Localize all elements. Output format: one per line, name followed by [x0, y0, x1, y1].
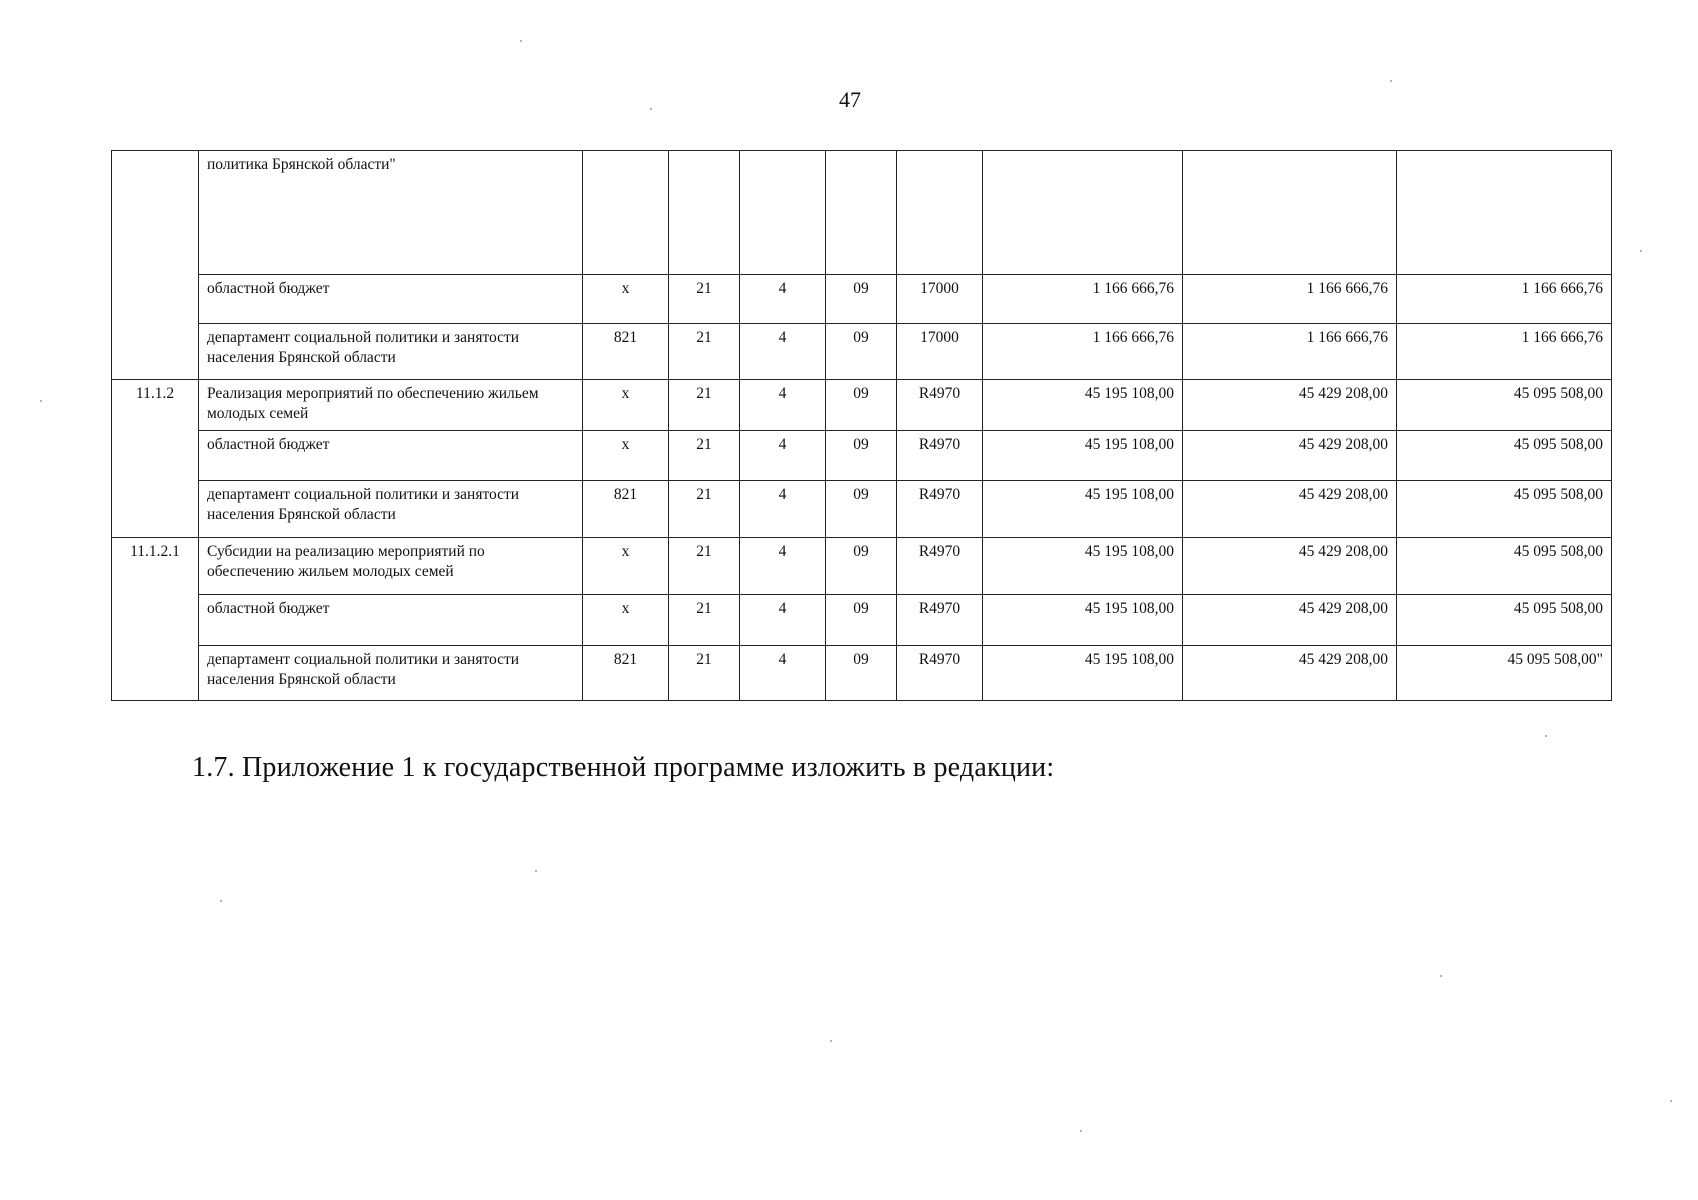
table-row	[112, 431, 1612, 481]
scan-speck	[650, 108, 652, 110]
cell-code-5: R4970	[897, 380, 983, 431]
scan-speck	[40, 400, 42, 402]
cell-code-3: 4	[740, 324, 826, 380]
cell-value-3: 1 166 666,76	[1397, 275, 1612, 324]
table-row	[112, 275, 1612, 324]
cell-value-3: 45 095 508,00	[1397, 595, 1612, 646]
row-name: областной бюджет	[199, 275, 583, 324]
cell-value-3: 45 095 508,00	[1397, 431, 1612, 481]
table-row	[112, 324, 1612, 380]
cell-code-3: 4	[740, 431, 826, 481]
table-row	[112, 595, 1612, 646]
row-name: областной бюджет	[199, 431, 583, 481]
row-number	[112, 151, 199, 380]
cell-code-1	[583, 151, 669, 275]
cell-code-2: 21	[669, 380, 740, 431]
scan-speck	[1390, 80, 1392, 82]
cell-code-2: 21	[669, 595, 740, 646]
cell-value-2: 45 429 208,00	[1183, 431, 1397, 481]
cell-code-5	[897, 151, 983, 275]
scan-speck	[1670, 1100, 1672, 1102]
scan-speck	[520, 40, 522, 42]
cell-value-3: 45 095 508,00	[1397, 538, 1612, 595]
cell-value-1: 45 195 108,00	[983, 380, 1183, 431]
cell-code-4: 09	[826, 538, 897, 595]
scan-speck	[220, 900, 222, 902]
row-name: департамент социальной политики и занятости населения Брянской области	[199, 646, 583, 701]
cell-value-1	[983, 151, 1183, 275]
page-number: 47	[839, 87, 861, 112]
cell-code-5: R4970	[897, 595, 983, 646]
cell-code-5: 17000	[897, 275, 983, 324]
cell-value-3: 1 166 666,76	[1397, 324, 1612, 380]
cell-code-2	[669, 151, 740, 275]
cell-code-4: 09	[826, 481, 897, 538]
cell-value-2	[1183, 151, 1397, 275]
table-row	[112, 380, 1612, 431]
cell-value-2: 1 166 666,76	[1183, 275, 1397, 324]
cell-code-2: 21	[669, 538, 740, 595]
cell-value-3: 45 095 508,00"	[1397, 646, 1612, 701]
cell-code-3: 4	[740, 275, 826, 324]
cell-code-1: х	[583, 275, 669, 324]
cell-value-2: 45 429 208,00	[1183, 380, 1397, 431]
cell-code-2: 21	[669, 481, 740, 538]
cell-code-2: 21	[669, 275, 740, 324]
cell-code-4: 09	[826, 275, 897, 324]
row-number: 11.1.2.1	[112, 538, 199, 701]
cell-code-5: R4970	[897, 481, 983, 538]
budget-table	[111, 150, 1612, 701]
scan-speck	[1545, 735, 1547, 737]
scan-speck	[1640, 250, 1642, 252]
cell-code-5: R4970	[897, 431, 983, 481]
cell-code-5: 17000	[897, 324, 983, 380]
cell-code-1: х	[583, 431, 669, 481]
scan-speck	[535, 870, 537, 872]
cell-code-5: R4970	[897, 538, 983, 595]
amendment-instruction: 1.7. Приложение 1 к государственной программе изложить в редакции:	[192, 752, 1055, 783]
cell-code-1: 821	[583, 481, 669, 538]
scan-speck	[1080, 1130, 1082, 1132]
table-row	[112, 151, 1612, 275]
cell-value-2: 45 429 208,00	[1183, 595, 1397, 646]
table-row	[112, 481, 1612, 538]
cell-code-1: х	[583, 595, 669, 646]
row-name: политика Брянской области"	[199, 151, 583, 275]
table-row	[112, 646, 1612, 701]
cell-code-1: 821	[583, 324, 669, 380]
scan-speck	[1440, 975, 1442, 977]
row-name: Субсидии на реализацию мероприятий по обеспечению жильем молодых семей	[199, 538, 583, 595]
cell-value-1: 1 166 666,76	[983, 324, 1183, 380]
row-name: областной бюджет	[199, 595, 583, 646]
row-name: Реализация мероприятий по обеспечению жильем молодых семей	[199, 380, 583, 431]
cell-value-3: 45 095 508,00	[1397, 481, 1612, 538]
cell-value-2: 45 429 208,00	[1183, 481, 1397, 538]
cell-code-4: 09	[826, 646, 897, 701]
cell-value-1: 45 195 108,00	[983, 538, 1183, 595]
cell-code-3: 4	[740, 481, 826, 538]
row-name: департамент социальной политики и занятости населения Брянской области	[199, 324, 583, 380]
scan-speck	[830, 1040, 832, 1042]
cell-value-3	[1397, 151, 1612, 275]
cell-code-1: х	[583, 380, 669, 431]
cell-code-4: 09	[826, 431, 897, 481]
cell-code-2: 21	[669, 431, 740, 481]
row-number: 11.1.2	[112, 380, 199, 538]
cell-code-4: 09	[826, 380, 897, 431]
cell-value-2: 45 429 208,00	[1183, 646, 1397, 701]
cell-code-2: 21	[669, 646, 740, 701]
cell-code-3: 4	[740, 646, 826, 701]
cell-value-1: 45 195 108,00	[983, 595, 1183, 646]
cell-code-4: 09	[826, 595, 897, 646]
cell-code-1: 821	[583, 646, 669, 701]
cell-code-1: х	[583, 538, 669, 595]
row-name: департамент социальной политики и занятости населения Брянской области	[199, 481, 583, 538]
cell-value-1: 1 166 666,76	[983, 275, 1183, 324]
cell-code-5: R4970	[897, 646, 983, 701]
table-row	[112, 538, 1612, 595]
cell-code-3: 4	[740, 538, 826, 595]
cell-code-4	[826, 151, 897, 275]
cell-value-2: 1 166 666,76	[1183, 324, 1397, 380]
cell-value-2: 45 429 208,00	[1183, 538, 1397, 595]
cell-code-4: 09	[826, 324, 897, 380]
cell-value-1: 45 195 108,00	[983, 646, 1183, 701]
cell-code-3: 4	[740, 380, 826, 431]
cell-code-2: 21	[669, 324, 740, 380]
cell-code-3: 4	[740, 595, 826, 646]
cell-code-3	[740, 151, 826, 275]
cell-value-3: 45 095 508,00	[1397, 380, 1612, 431]
cell-value-1: 45 195 108,00	[983, 481, 1183, 538]
cell-value-1: 45 195 108,00	[983, 431, 1183, 481]
